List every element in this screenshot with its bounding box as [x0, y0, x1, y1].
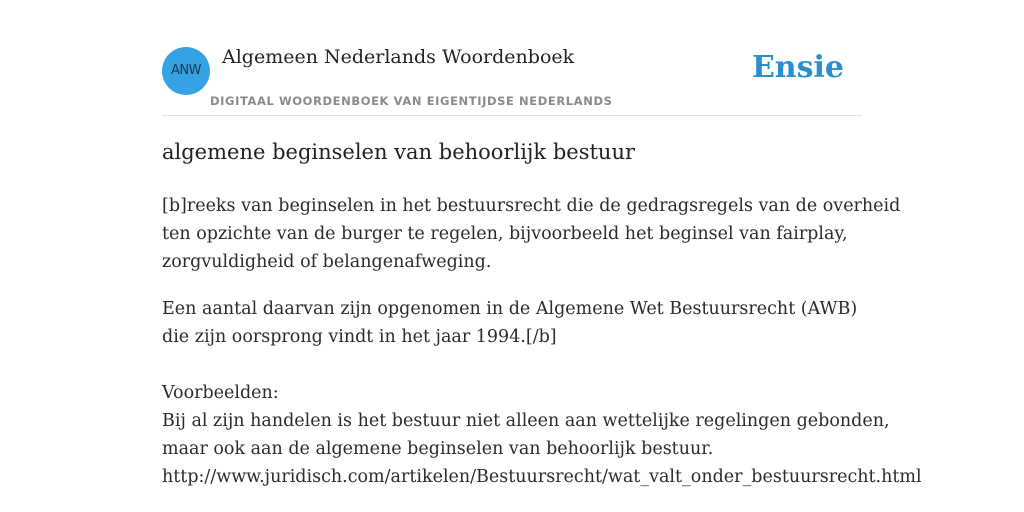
example-line: Bij al zijn handelen is het bestuur niet alleen aan wettelijke regelingen gebonden, [162, 411, 890, 431]
definition-paragraph: Een aantal daarvan zijn opgenomen in de Algemene Wet Bestuursrecht (AWB) die zijn oorsprong vindt in het jaar 1994.[/b] [162, 299, 858, 347]
examples-label: Voorbeelden: [162, 383, 279, 403]
page [162, 0, 922, 512]
entry-definition [162, 192, 902, 370]
entry-examples [162, 379, 922, 491]
example-line: maar ook aan de algemene beginselen van behoorlijk bestuur. [162, 439, 714, 459]
definition-paragraph: [b]reeks van beginselen in het bestuursrecht die de gedragsregels van de overheid ten opzichte van de burger te regelen, bijvoorbeeld het beginsel van fairplay, zorgvuldigheid of belangenafweging. [162, 196, 901, 272]
example-source-link[interactable]: http://www.juridisch.com/artikelen/Bestuursrecht/wat_valt_onder_bestuursrecht.html [162, 467, 922, 487]
dictionary-subtitle: DIGITAAL WOORDENBOEK VAN EIGENTIJDSE NEDERLANDS [210, 94, 613, 108]
dictionary-title[interactable]: Algemeen Nederlands Woordenboek [222, 46, 575, 68]
ensie-logo[interactable]: Ensie [751, 50, 844, 85]
anw-logo[interactable]: ANW [162, 47, 210, 95]
entry-term: algemene beginselen van behoorlijk bestuur [162, 140, 636, 164]
header-divider [162, 115, 862, 116]
